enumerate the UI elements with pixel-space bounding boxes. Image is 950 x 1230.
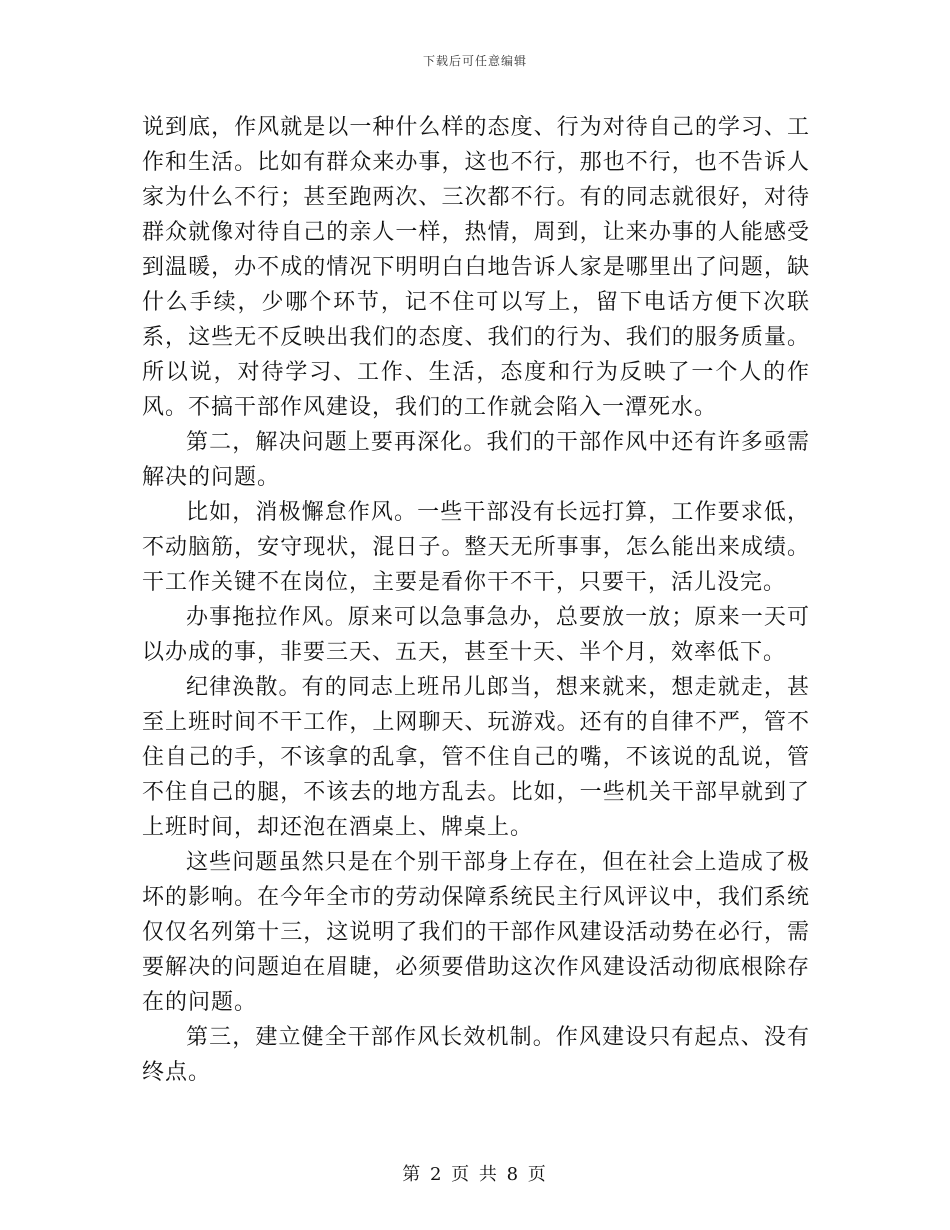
paragraph-6: 这些问题虽然只是在个别干部身上存在，但在社会上造成了极坏的影响。在今年全市的劳动保障系统民主行风评议中，我们系统仅仅名列第十三，这说明了我们的干部作风建设活动势在必行，需要解决的问题迫在眉睫，必须要借助这次作风建设活动彻底根除存在的问题。 (142, 850, 810, 1015)
paragraph-2: 第二，解决问题上要再深化。我们的干部作风中还有许多亟需解决的问题。 (142, 430, 810, 490)
page-header: 下载后可任意编辑 (422, 54, 527, 68)
paragraph-1: 说到底，作风就是以一种什么样的态度、行为对待自己的学习、工作和生活。比如有群众来办事，这也不行，那也不行，也不告诉人家为什么不行；甚至跑两次、三次都不行。有的同志就很好，对待群众就像对待自己的亲人一样，热情，周到，让来办事的人能感受到温暖，办不成的情况下明明白白地告诉人家是哪里出了问题，缺什么手续，少哪个环节，记不住可以写上，留下电话方便下次联系，这些无不反映出我们的态度、我们的行为、我们的服务质量。所以说，对待学习、工作、生活，态度和行为反映了一个人的作风。不搞干部作风建设，我们的工作就会陷入一潭死水。 (142, 115, 810, 420)
paragraph-7: 第三，建立健全干部作风长效机制。作风建设只有起点、没有终点。 (142, 1025, 810, 1085)
paragraph-5: 纪律涣散。有的同志上班吊儿郎当，想来就来，想走就走，甚至上班时间不干工作，上网聊天、玩游戏。还有的自律不严，管不住自己的手，不该拿的乱拿，管不住自己的嘴，不该说的乱说，管不住自己的腿，不该去的地方乱去。比如，一些机关干部早就到了上班时间，却还泡在酒桌上、牌桌上。 (142, 675, 810, 840)
paragraph-3: 比如，消极懈怠作风。一些干部没有长远打算，工作要求低，不动脑筋，安守现状，混日子。整天无所事事，怎么能出来成绩。干工作关键不在岗位，主要是看你干不干，只要干，活儿没完。 (142, 500, 810, 595)
paragraph-4: 办事拖拉作风。原来可以急事急办，总要放一放；原来一天可以办成的事，非要三天、五天，甚至十天、半个月，效率低下。 (142, 605, 810, 665)
document-body (142, 110, 810, 1090)
page-number-footer: 第 2 页 共 8 页 (402, 1164, 548, 1185)
